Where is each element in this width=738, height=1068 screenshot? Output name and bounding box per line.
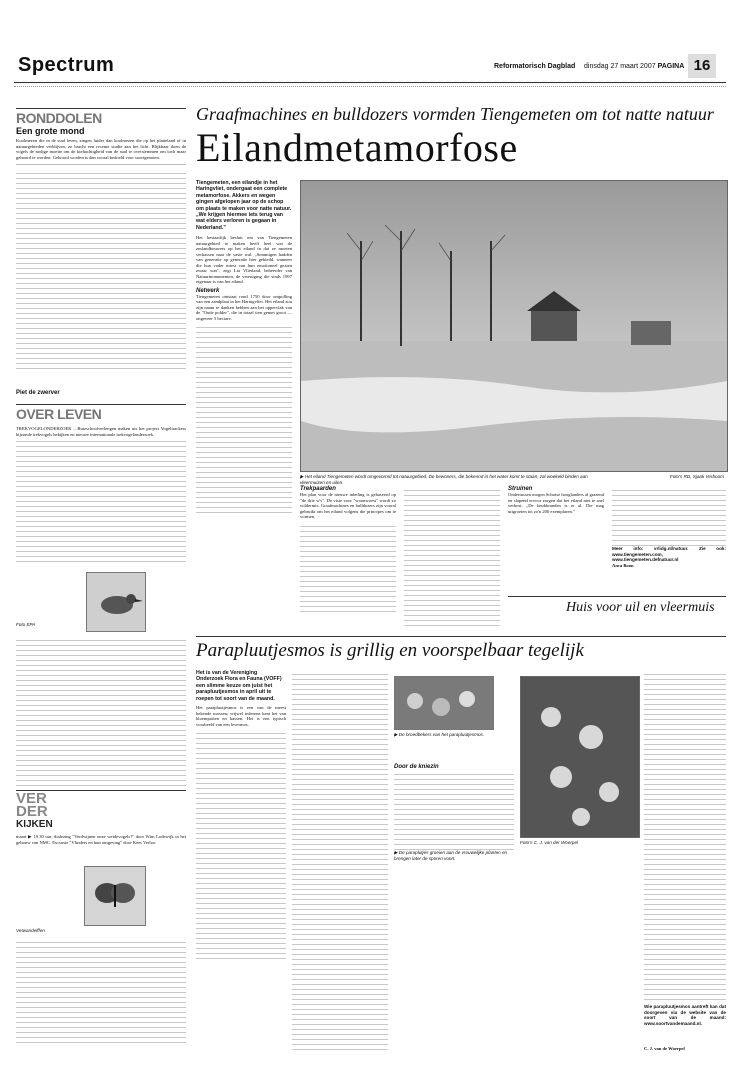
date-line [584,63,684,70]
text-lines [196,729,286,959]
over-leven-kicker: OVER LEVEN [16,406,102,422]
parapluutjesmos-photo [520,676,640,838]
article-body-4: Ondertussen mogen Schotse hooglanders al grazend en slapend ervoor zorgen dat het eiland niet te snel verbost. „De beukbranden is er al. Die mag uitgroeien tot zo'n 200 exemplaren." [508,492,604,514]
text-lines [16,938,186,1043]
moss-caption: ▶ De broedbekers van het parapluutjesmos. [394,732,485,737]
section-title: Spectrum [18,54,115,76]
photo-caption: ▶ Het eiland Tiengemeten wordt omgevormd tot natuurgebied. De bewoners, die bekennd in het water komt te staan, zal woekeld binden aan vleermuizen en uilen. [300,474,588,485]
ronddolen-body [16,138,186,378]
bottom-intro: Het is van de Vereniging Onderzoek Flora en Fauna (VOFF) een slimme keuze om juist het parapluutjesmos in april uit te roepen tot soort van de maand. [196,670,282,702]
subhead-trekpaarden: Trekpaarden [300,486,336,492]
article-headline: Eilandmetamorfose [196,125,518,170]
masthead-rule [14,82,726,83]
ronddolen-headline: Een grote mond [16,126,85,136]
over-leven-body [16,426,186,566]
text-lines [196,323,292,513]
ronddolen-byline: Piet de zwerver [16,390,60,396]
text-lines [292,670,388,1050]
page-label: PAGINA [657,63,685,70]
masthead-dotted-rule [14,86,726,87]
article-body-3: Het plan voor de nieuwe inbeling is gebaseerd op "de drie w's". De visie voor "woonwoest" wordt zo wildermis. Graafmachines en bulldozers zijn vooral gebruikt om het eiland volgens die principes om te vormen. [300,492,396,519]
bird-illustration [87,573,145,631]
subhead-struinen: Struinen [508,486,533,492]
photo-credit: Foto's RD, Sjaak Verboom [669,474,724,479]
agenda-kicker-line2: DER [16,803,48,820]
bird-photo-credit: Foto EPA [16,622,36,627]
paper-name: Reformatorisch Dagblad [494,63,576,70]
moss-illustration [395,677,493,729]
butterfly-caption: Vetwandelffen [16,928,45,933]
landscape-illustration [301,181,727,471]
ronddolen-kicker: RONDDOLEN [16,110,102,126]
article-deck: Graafmachines en bulldozers vormden Tiengemeten om tot natte natuur [196,104,714,124]
article-intro: Tiengemeten, een eilandje in het Haringvliet, ondergaat een complete metamorfose. Akkers en wegen gingen afgelopen jaar op de schop om plaats te maken voor natte natuur. „We krijgen hiermee iets terug van wat elders verloren is gegaan in Nederland." [196,180,292,231]
column-rule [16,108,186,109]
text-lines [300,522,396,612]
bird-photo [86,572,146,632]
bottom-end: Wie parapluutjesmos aantreft kan dat doorgeven via de website van de soort van de maand: www.soortvandemaand.nl. [644,1004,726,1026]
butterfly-illustration [85,867,145,925]
article-body-1: Het bestaatfijk besluit om van Tiengemeten natuurgebied te maken heeft heel wat de zeslandbouwers op het eiland in dat ze moeten verkassen naar de vaste wal. „Sommigen hadden van generatie op generatie hier gebiedd, wanneer die hun vader miest van hun emotioneel gezien zwaar was", zegt Lia Vlietland, beheerder van Natuurmonumenten, de vereniging die sinds 1997 eigenaar is van het eiland. [196,235,292,285]
bottom-headline: Parapluutjesmos is grillig en voorspelbaar tegelijk [196,640,584,661]
bottom-author: C. J. van de Woerpel [644,1046,685,1051]
bottom-credit: Foto's C. J. van der Woerpel [520,840,579,845]
text-lines [16,636,186,786]
date-text: dinsdag 27 maart 2007 [584,63,656,70]
text-lines [644,670,726,1000]
moss-photo [394,676,494,730]
bottom-caption: ▶ De paraplutjes groeien aan de vrouwelijke planten en brengen later de sporen voort. [394,850,508,861]
column-rule [16,404,186,405]
over-leven-text: TREKVOGELONDERZOEK – Buizschoolverlengen maken uis het project Vogeltrackers bijzonde trekvogels bekijken en nieuwe internationale trekvogelonderzoek. [16,426,186,437]
article-column-1 [196,180,292,513]
agenda-kicker [16,792,53,831]
subhead-netwerk: Netwerk [196,287,220,294]
page-number: 16 [688,54,716,78]
ronddolen-text: Koolmezen die in de stad leven, zingen luider dan koolmezen die op het platteland of in natuurgebieden verblijven, zo bracht een recente studie aan het licht. Blijkbaar doen de vogels de nodige moeite om de kiehachtigheid van de stad te overstemmen om toch maar gehoord te worden. Gehoord worden is dan vooral bedoeld voor soortgenoten. [16,138,186,160]
subhead-kniezin: Door de kniezin [394,764,439,770]
bottom-column-1 [196,670,286,959]
article-author: Anca Boon [612,562,634,568]
article-column-5 [612,486,726,568]
text-lines [16,437,186,566]
bottom-column-3 [394,764,514,861]
article-column-2 [300,486,396,612]
text-lines [16,169,186,369]
bottom-body: Het parapluutjesmos is een van de meest bekende mossen; vrijwel iedereen kent het van bloempotten en kassen. Het is een typisch voorbeeld van een levermos. [196,705,286,727]
end-credit: Meer info: vrlidg.nl/natuur. Zie ook: www.tiengemeten.com, www.tiengemeten.defnatuur.nl [612,546,726,562]
bottom-article-rule [196,636,726,637]
article-column-4 [508,486,604,514]
article-body-2: Tiengemeten ontstaat rond 1750 door ontpolling van een zandplaat in het Haringvliet. Het eiland zou zijn naam te danken hebben aan het oppervlak van de "Oude polder", die in totaal tien gemet groot — ongeveer 5 hectare. [196,293,292,321]
text-lines [404,486,500,626]
island-landscape-photo [300,180,728,472]
agenda-kicker-line3: KIJKEN [16,819,53,830]
butterfly-photo [84,866,146,926]
agenda-body: maart ▶ 19.30 uur, dialezing "Verdwijnen onze weidevogels?" door Wim Lodewijk in het gebouw van NMC. Excursie "Vlinders en hun omgeving" door Kees Verloo. [16,834,186,845]
text-lines [612,486,726,546]
box-title: Huis voor uil en vleermuis [566,600,715,615]
text-lines [394,770,514,850]
agenda-kicker-line1: VER [16,790,47,807]
moss-closeup-illustration [521,677,639,837]
